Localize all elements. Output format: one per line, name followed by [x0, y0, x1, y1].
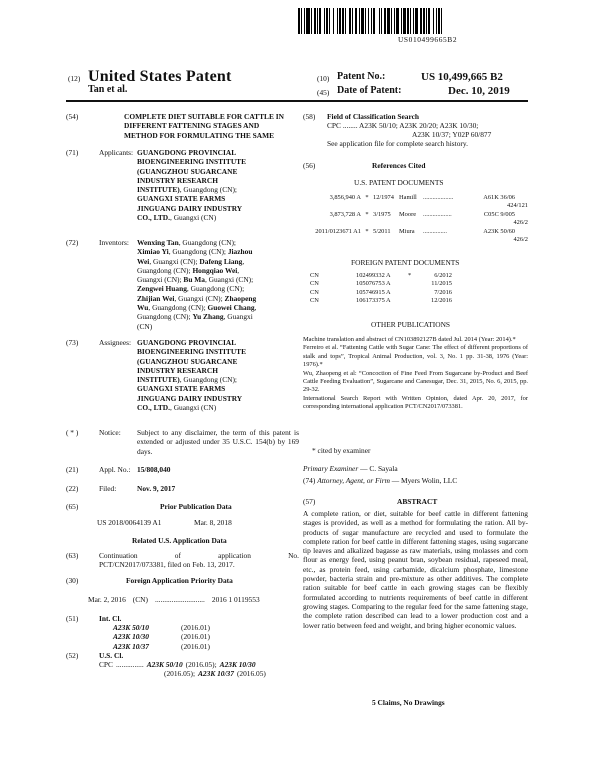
cpc-dots: ............... — [115, 660, 144, 669]
us-doc-dots: ................... — [423, 194, 454, 201]
abstract-text: A complete ration, or diet, suitable for beef cattle in different fattening stages is provided, as well as a method for formulating the ration. All by-products of sugar manufacture are recycled and used to formulate the complete ration for beef cattle in different fattening stages, using sugarcane tip leaves and alkalized bagasse as raw materials, using molasses and corn flour as energy feed, using peanut bran, soybean residual, rapeseed meal, etc., as protein feed, using carbamide, dicalcium phosphate, limestone powder, bacteria strain and pre-mixture as other additives. The complete ration suitable for beef cattle in each growing stages can be flexibly formulated according to nutrients requirements of beef cattle in different growing stages. Comparing to the regular feed for the same fattening stage, the complete ration described can lead to a lower production cost and a lower ratio between feed and weight, and bring higher economic values. — [303, 509, 528, 630]
inventor-line: (CN) — [137, 321, 153, 331]
prior-code: (65) — [66, 502, 79, 511]
other-pub-entry: Machine translation and abstract of CN103892127B dated Jul. 2014 (Year: 2014).* — [303, 336, 516, 343]
foreign-priority-country: (CN) — [132, 595, 148, 604]
us-doc-subclass: 424/121 — [507, 202, 528, 210]
notice-code: ( * ) — [66, 428, 79, 437]
cited-note: * cited by examiner — [312, 446, 371, 455]
intcl-row — [113, 623, 253, 632]
us-doc-star: * — [365, 227, 369, 235]
us-doc-dots: .................. — [423, 210, 452, 218]
us-doc-date: 12/1974 — [373, 194, 394, 201]
inventor-line: Zhijian Wei, Guangxi (CN); Zhaopeng — [137, 293, 257, 303]
primary-examiner-label: Primary Examiner — [303, 464, 359, 473]
cpc-line2 — [164, 669, 266, 678]
field-heading: Field of Classification Search — [327, 112, 420, 121]
us-doc-row — [303, 228, 528, 236]
assignee-line — [137, 357, 297, 366]
inventor-line: Guangdong (CN); Hongqiao Wei, — [137, 265, 240, 275]
foreign-docs-list — [310, 272, 490, 306]
assignee-line — [137, 384, 297, 393]
attorney-code: (74) — [303, 476, 316, 485]
applicants-code: (71) — [66, 148, 79, 157]
foreign-doc-date: 7/2016 — [434, 288, 452, 296]
foreign-doc-star — [408, 280, 422, 288]
foreign-doc-number: 105076753 A — [356, 280, 391, 288]
date-label: Date of Patent: — [337, 85, 402, 96]
us-docs-list — [303, 194, 528, 244]
date-code: (45) — [317, 88, 330, 97]
cpc-ver-2: (2016.05); — [164, 669, 195, 678]
cpc-class-2: A23K 10/30 — [219, 660, 256, 669]
assignees-list — [137, 338, 297, 412]
applicant-line — [137, 167, 297, 176]
foreign-priority-date: Mar. 2, 2016 — [88, 595, 126, 604]
assignees-label: Assignees: — [99, 338, 132, 347]
abstract-heading: ABSTRACT — [397, 497, 438, 506]
foreign-priority-code: (30) — [66, 576, 79, 585]
field-cpc-2: A23K 10/37; Y02P 60/877 — [412, 130, 492, 139]
applicant-bold: BIOENGINEERING INSTITUTE — [137, 157, 247, 167]
assignee-bold: GUANGDONG PROVINCIAL — [137, 338, 237, 347]
intcl-class: A23K 10/30 — [113, 632, 149, 642]
intcl-version: (2016.01) — [181, 632, 210, 642]
foreign-priority-row — [88, 595, 300, 604]
appl-code: (21) — [66, 465, 79, 474]
intcl-row — [113, 642, 253, 651]
us-doc-number: 2011/0123671 A1 — [315, 227, 361, 235]
us-docs-heading: U.S. PATENT DOCUMENTS — [354, 178, 444, 187]
foreign-doc-row — [310, 272, 490, 280]
foreign-doc-number: 105746915 A — [356, 288, 391, 296]
appl-label: Appl. No.: — [99, 465, 131, 474]
title-code: (54) — [66, 112, 79, 121]
cpc-ver-3: (2016.05) — [236, 669, 266, 678]
cpc-label: CPC — [99, 660, 113, 669]
prior-heading: Prior Publication Data — [160, 502, 232, 511]
applicant-bold: GUANGDONG PROVINCIAL — [137, 148, 237, 157]
other-pub-entry: Ferreiro et al. “Fattening Cattle with Sugar Cane: The effect of different proportions of stalk and tops”, Tropical Animal Production, vol. 3, No. 1 pp. 31-38, 1976 (Year: 1976).* — [303, 344, 528, 369]
patent-date: Dec. 10, 2019 — [448, 85, 510, 97]
appl-number: 15/808,040 — [137, 465, 171, 474]
applicant-bold: INDUSTRY RESEARCH — [137, 175, 218, 185]
intcl-label: Int. Cl. — [99, 614, 122, 623]
prior-pub: US 2018/0064139 A1 — [97, 518, 162, 527]
intcl-class: A23K 50/10 — [113, 623, 149, 632]
assignee-line — [137, 366, 297, 375]
cpc-class-1: A23K 50/10 — [146, 660, 183, 669]
us-doc-dots: ............... — [423, 227, 447, 235]
inventor-line: Wenxing Tan, Guangdong (CN); — [137, 238, 236, 247]
foreign-doc-country: CN — [310, 272, 319, 279]
intcl-row — [113, 632, 253, 641]
us-doc-star: * — [365, 194, 369, 201]
filed-code: (22) — [66, 484, 79, 493]
foreign-doc-row — [310, 280, 490, 288]
foreign-doc-date: 12/2016 — [431, 297, 452, 305]
us-doc-name: Moore — [399, 210, 417, 218]
assignee-bold: (GUANGZHOU SUGARCANE — [137, 356, 238, 366]
us-doc-row — [303, 194, 528, 202]
cont-word-a: Continuation — [99, 551, 138, 560]
foreign-priority-heading: Foreign Application Priority Data — [126, 576, 233, 585]
foreign-doc-country: CN — [310, 297, 319, 305]
inventor-line: Zengwei Huang, Guangdong (CN); — [137, 284, 245, 294]
inventor-line: Ximiao Yi, Guangdong (CN); Jiazhou — [137, 247, 253, 257]
applicant-bold: (GUANGZHOU SUGARCANE — [137, 166, 238, 176]
assignee-bold: BIOENGINEERING INSTITUTE — [137, 347, 247, 357]
us-doc-subclass: 426/2 — [513, 236, 528, 244]
assignee-line — [137, 394, 297, 403]
header-divider — [66, 100, 528, 102]
inventor-line: Guangdong (CN); Yu Zhang, Guangxi — [137, 312, 253, 322]
assignee-line — [137, 403, 297, 412]
inventors-list — [137, 238, 302, 331]
other-pubs-list — [303, 336, 528, 412]
us-doc-subclass: 426/2 — [513, 219, 528, 227]
patent-number: US 10,499,665 B2 — [421, 71, 503, 83]
cpc-ver-1: (2016.05); — [185, 660, 217, 669]
field-cpc: CPC ........ A23K 50/10; A23K 20/20; A23K 10/30; — [327, 121, 479, 130]
applicant-bold: CO., LTD. — [137, 213, 170, 223]
us-doc-number: 3,873,728 A — [329, 210, 361, 218]
intcl-code: (51) — [66, 614, 79, 623]
cpc-class-3: A23K 10/37 — [198, 669, 234, 678]
applicant-rest: , Guangdong (CN); — [179, 185, 237, 195]
claims-summary: 5 Claims, No Drawings — [372, 698, 445, 707]
foreign-doc-number: 106173375 A — [356, 297, 391, 305]
field-note: See application file for complete search history. — [327, 139, 468, 148]
related-heading: Related U.S. Application Data — [132, 536, 227, 545]
attorney-label: Attorney, Agent, or Firm — [317, 476, 390, 485]
applicant-line — [137, 185, 297, 194]
intcl-list — [113, 623, 253, 651]
filed-label: Filed: — [99, 484, 117, 493]
us-doc-star: * — [365, 210, 369, 218]
foreign-doc-row — [310, 297, 490, 305]
foreign-doc-date: 6/2012 — [434, 272, 452, 279]
authors: Tan et al. — [88, 84, 128, 95]
applicant-line — [137, 194, 297, 203]
assignee-bold: GUANGXI STATE FARMS — [137, 384, 226, 394]
continuation-line1 — [99, 551, 299, 560]
inventors-code: (72) — [66, 238, 79, 247]
foreign-doc-star — [408, 297, 422, 305]
patent-title-header: United States Patent — [88, 68, 232, 85]
cont-word-b: of — [174, 551, 181, 560]
notice-label: Notice: — [99, 428, 121, 437]
assignee-bold: CO., LTD. — [137, 403, 170, 413]
continuation-code: (63) — [66, 551, 79, 560]
continuation-line2: PCT/CN2017/073381, filed on Feb. 13, 2017. — [99, 560, 235, 569]
assignee-rest: , Guangdong (CN); — [179, 375, 237, 385]
assignee-bold: INSTITUTE) — [137, 375, 180, 385]
us-doc-row — [303, 211, 528, 219]
applicants-list — [137, 148, 297, 222]
primary-examiner — [303, 464, 398, 473]
invention-title: COMPLETE DIET SUITABLE FOR CATTLE IN DIFFERENT FATTENING STAGES AND METHOD FOR FORMULATING THE SAME — [124, 112, 284, 140]
cont-word-c: application — [218, 551, 251, 560]
intcl-class: A23K 10/37 — [113, 641, 149, 651]
barcode — [298, 8, 556, 34]
intcl-version: (2016.01) — [181, 641, 210, 651]
applicant-bold: GUANGXI STATE FARMS — [137, 194, 226, 204]
foreign-doc-star: * — [408, 272, 412, 279]
us-doc-date: 5/2011 — [373, 227, 391, 235]
inventor-line: Wu, Guangdong (CN); Guowei Chang, — [137, 303, 257, 313]
us-doc-class: A61K 36/06 — [483, 194, 515, 201]
foreign-doc-number: 102499332 A — [356, 272, 391, 279]
other-pub-entry: Wu, Zhaopeng et al: “Concoction of Fine Feed From Sugarcane by-Product and Beef Cattle Feeding Evaluation”, Sugarcane and Canesugar, Dec. 31, 2015, No. 6, 2015, pp. 29-32. — [303, 369, 528, 394]
uscl-label: U.S. Cl. — [99, 651, 124, 660]
notice-text: Subject to any disclaimer, the term of this patent is extended or adjusted under 35 U.S.C. 154(b) by 169 days. — [137, 428, 299, 456]
foreign-priority-dots: ........................... — [154, 595, 205, 604]
refs-heading: References Cited — [372, 161, 426, 170]
patent-no-label: Patent No.: — [337, 71, 386, 82]
uscl-code: (52) — [66, 651, 79, 660]
foreign-priority-number: 2016 1 0119553 — [211, 595, 260, 604]
us-doc-class: A23K 50/60 — [483, 227, 515, 235]
cont-word-d: No. — [288, 551, 299, 560]
other-pubs-heading: OTHER PUBLICATIONS — [371, 320, 451, 329]
foreign-doc-country: CN — [310, 288, 319, 296]
applicant-rest: , Guangxi (CN) — [170, 213, 217, 223]
other-pub-entry: International Search Report with Written Opinion, dated Apr. 20, 2017, for corresponding international application PCT/CN2017/073381. — [303, 394, 528, 411]
inventors-label: Inventors: — [99, 238, 129, 247]
primary-examiner-name: — C. Sayala — [360, 464, 398, 473]
prior-date: Mar. 8, 2018 — [194, 518, 232, 527]
abstract-code: (57) — [303, 497, 316, 506]
field-code: (58) — [303, 112, 316, 121]
inventor-line: Guangxi (CN); Bu Ma, Guangxi (CN); — [137, 275, 254, 285]
refs-code: (56) — [303, 161, 316, 170]
cpc-line1 — [99, 660, 256, 669]
foreign-doc-country: CN — [310, 280, 319, 288]
foreign-doc-date: 11/2015 — [431, 280, 452, 288]
foreign-doc-star — [408, 289, 422, 297]
us-doc-class: C05C 9/005 — [483, 210, 515, 218]
assignee-line — [137, 375, 297, 384]
patent-no-code: (10) — [317, 74, 330, 83]
assignee-line — [137, 347, 297, 356]
filed-date: Nov. 9, 2017 — [137, 484, 176, 493]
us-doc-name: Hamill — [399, 194, 417, 201]
applicant-line — [137, 213, 297, 222]
assignee-bold: JINGUANG DAIRY INDUSTRY — [137, 393, 243, 403]
us-doc-date: 3/1975 — [373, 210, 391, 218]
barcode-number: US010499665B2 — [398, 35, 458, 44]
assignee-line — [137, 338, 297, 347]
attorney-name: — Myers Wolin, LLC — [391, 476, 458, 485]
attorney — [303, 476, 457, 485]
assignee-rest: , Guangxi (CN) — [170, 403, 217, 413]
inventor-line: Wei, Guangxi (CN); Dafeng Liang, — [137, 256, 245, 266]
applicant-line — [137, 176, 297, 185]
foreign-docs-heading: FOREIGN PATENT DOCUMENTS — [351, 258, 460, 267]
doc-type-code: (12) — [68, 74, 81, 83]
assignee-bold: INDUSTRY RESEARCH — [137, 365, 218, 375]
applicant-line — [137, 157, 297, 166]
applicant-line — [137, 148, 297, 157]
assignees-code: (73) — [66, 338, 79, 347]
applicants-label: Applicants: — [99, 148, 134, 157]
us-doc-name: Miura — [399, 227, 415, 235]
foreign-doc-row — [310, 289, 490, 297]
us-doc-number: 3,856,940 A — [329, 194, 361, 201]
applicant-bold: JINGUANG DAIRY INDUSTRY — [137, 203, 243, 213]
intcl-version: (2016.01) — [181, 623, 210, 632]
applicant-bold: INSTITUTE) — [137, 185, 180, 195]
applicant-line — [137, 204, 297, 213]
